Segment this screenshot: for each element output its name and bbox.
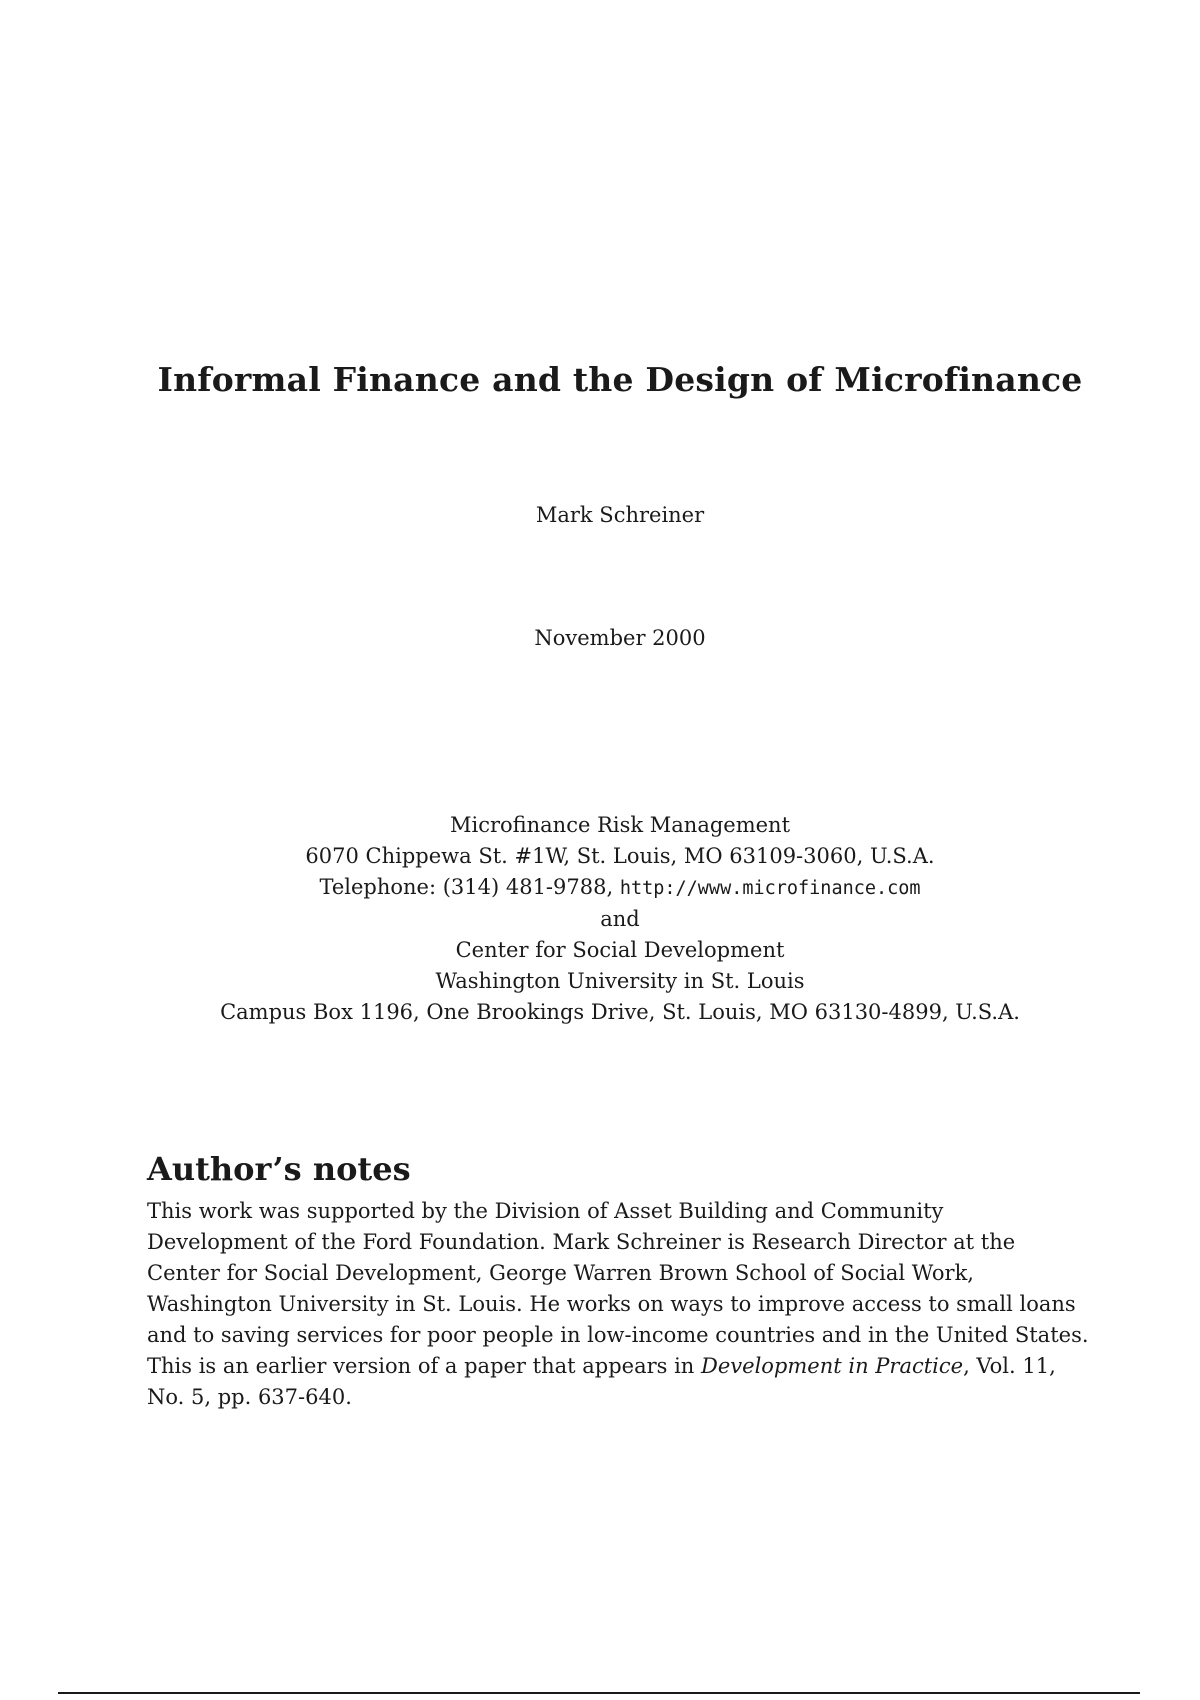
affiliation-org-1: Microfinance Risk Management bbox=[449, 813, 791, 837]
notes-line-citation bbox=[147, 1351, 1107, 1382]
affiliation-address-2: Campus Box 1196, One Brookings Drive, St. Louis, MO 63130-4899, U.S.A. bbox=[220, 1000, 1020, 1024]
authors-notes-heading: Author’s notes bbox=[147, 1150, 411, 1188]
affiliation-block bbox=[0, 810, 1200, 1028]
author-name: Mark Schreiner bbox=[535, 503, 705, 527]
paper-title: Informal Finance and the Design of Microfinance bbox=[157, 360, 1083, 399]
notes-line: and to saving services for poor people in low-income countries and in the United States. bbox=[147, 1323, 1089, 1347]
citation-prefix: This is an earlier version of a paper that appears in bbox=[147, 1354, 702, 1378]
footer-rule bbox=[58, 1692, 1140, 1694]
publication-date: November 2000 bbox=[534, 626, 706, 650]
notes-line: Development of the Ford Foundation. Mark Schreiner is Research Director at the bbox=[147, 1230, 1016, 1254]
affiliation-university: Washington University in St. Louis bbox=[435, 969, 805, 993]
notes-line: This work was supported by the Division of Asset Building and Community bbox=[147, 1199, 944, 1223]
citation-suffix: , Vol. 11, bbox=[963, 1354, 1056, 1378]
telephone-text: Telephone: (314) 481-9788, bbox=[319, 875, 620, 899]
authors-notes-body bbox=[147, 1196, 1107, 1413]
journal-title: Development in Practice bbox=[701, 1354, 964, 1378]
affiliation-address-1: 6070 Chippewa St. #1W, St. Louis, MO 63109-3060, U.S.A. bbox=[305, 844, 935, 868]
affiliation-org-2: Center for Social Development bbox=[455, 938, 785, 962]
website-link[interactable]: http://www.microfinance.com bbox=[619, 878, 921, 899]
affiliation-contact-line bbox=[0, 872, 1200, 904]
notes-line: Center for Social Development, George Warren Brown School of Social Work, bbox=[147, 1261, 974, 1285]
notes-line: No. 5, pp. 637-640. bbox=[147, 1385, 352, 1409]
notes-line: Washington University in St. Louis. He works on ways to improve access to small loans bbox=[147, 1292, 1076, 1316]
affiliation-and: and bbox=[600, 907, 640, 931]
